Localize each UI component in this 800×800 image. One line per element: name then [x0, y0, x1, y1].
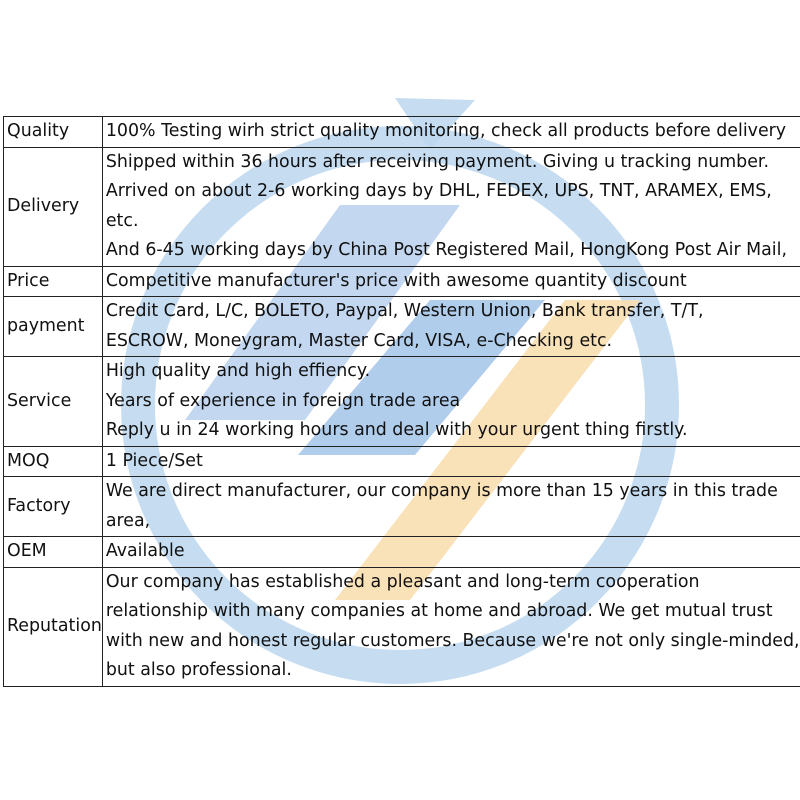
value-line: Credit Card, L/C, BOLETO, Paypal, Western Union, Bank transfer, T/T, [105, 301, 704, 321]
table-row [4, 147, 800, 266]
table-body [4, 117, 800, 687]
table-row [4, 446, 800, 477]
row-label: Delivery [4, 147, 103, 266]
row-value [102, 147, 800, 266]
row-value [102, 357, 800, 447]
row-label: MOQ [4, 446, 103, 477]
row-label: Price [4, 266, 103, 297]
value-line: Our company has established a pleasant and long-term cooperation [105, 571, 700, 592]
row-label: Quality [4, 117, 103, 148]
value-line: Arrived on about 2-6 working days by DHL, FEDEX, UPS, TNT, ARAMEX, EMS, [105, 181, 772, 201]
row-value [102, 446, 800, 477]
value-line: Competitive manufacturer's price with awesome quantity discount [105, 270, 687, 291]
row-value [102, 297, 800, 357]
value-line: High quality and high effiency. [105, 361, 371, 381]
value-line: And 6-45 working days by China Post Registered Mail, HongKong Post Air Mail, [105, 240, 787, 260]
table-row [4, 297, 800, 357]
value-line: Years of experience in foreign trade area [105, 390, 461, 411]
value-line: area, [105, 510, 151, 531]
table-row [4, 357, 800, 447]
value-line: etc. [105, 210, 139, 231]
row-value [102, 567, 800, 686]
product-info-table [3, 116, 800, 687]
row-value [102, 117, 800, 148]
table-row [4, 117, 800, 148]
value-line: relationship with many companies at home and abroad. We get mutual trust [105, 601, 773, 621]
row-label: payment [4, 297, 103, 357]
value-line: with new and honest regular customers. Because we're not only single-minded, [105, 630, 800, 651]
row-label: Factory [4, 477, 103, 537]
table-row [4, 477, 800, 537]
row-value [102, 537, 800, 568]
value-line: 1 Piece/Set [105, 450, 203, 471]
row-label: Reputation [4, 567, 103, 686]
table-row [4, 537, 800, 568]
value-line: We are direct manufacturer, our company is more than 15 years in this trade [105, 481, 778, 501]
value-line: Available [105, 541, 185, 561]
value-line: ESCROW, Moneygram, Master Card, VISA, e-Checking etc. [105, 330, 613, 351]
row-value [102, 477, 800, 537]
row-label: OEM [4, 537, 103, 568]
table-row [4, 266, 800, 297]
value-line: but also professional. [105, 660, 292, 680]
row-label: Service [4, 357, 103, 447]
value-line: 100% Testing wirh strict quality monitoring, check all products before delivery [105, 121, 787, 141]
value-line: Shipped within 36 hours after receiving payment. Giving u tracking number. [105, 151, 769, 172]
row-value [102, 266, 800, 297]
table-row [4, 567, 800, 686]
value-line: Reply u in 24 working hours and deal with your urgent thing firstly. [105, 420, 688, 440]
